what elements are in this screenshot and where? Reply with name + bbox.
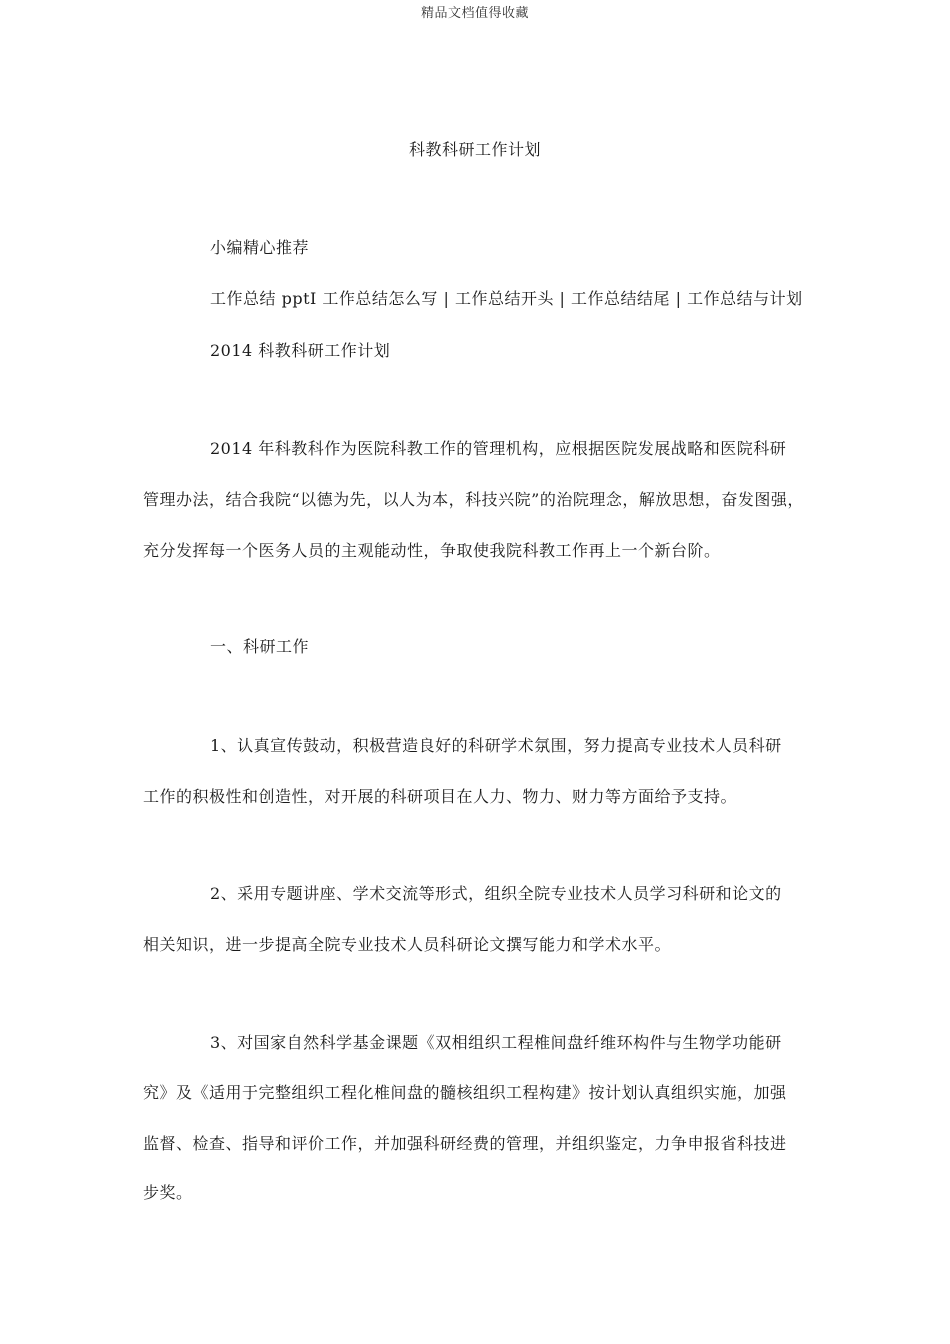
item2-line-2: 相关知识，进一步提高全院专业技术人员科研论文撰写能力和学术水平。 [143,935,672,954]
item2-line-1: 2、采用专题讲座、学术交流等形式，组织全院专业技术人员学习科研和论文的 [210,884,782,903]
item3-line-3: 监督、检查、指导和评价工作，并加强科研经费的管理，并组织鉴定，力争申报省科技进 [143,1134,787,1153]
intro-line-2: 管理办法，结合我院“以德为先，以人为本，科技兴院”的治院理念，解放思想，奋发图强， [143,490,804,509]
item1-line-1: 1、认真宣传鼓动，积极营造良好的科研学术氛围，努力提高专业技术人员科研 [210,736,782,755]
page-header-note: 精品文档值得收藏 [420,6,529,21]
intro-line-3: 充分发挥每一个医务人员的主观能动性，争取使我院科教工作再上一个新台阶。 [143,541,721,560]
item1-line-2: 工作的积极性和创造性，对开展的科研项目在人力、物力、财力等方面给予支持。 [143,787,738,806]
section-heading: 一、科研工作 [210,637,310,656]
intro-line-1: 2014 年科教科作为医院科教工作的管理机构，应根据医院发展战略和医院科研 [210,439,787,458]
document-title: 科教科研工作计划 [408,140,541,159]
related-links[interactable]: 工作总结 pptI 工作总结怎么写 | 工作总结开头 | 工作总结结尾 | 工作总结与计划 [210,289,803,308]
document-subtitle: 2014 科教科研工作计划 [210,341,391,360]
item3-line-2: 究》及《适用于完整组织工程化椎间盘的髓核组织工程构建》按计划认真组织实施，加强 [143,1083,787,1102]
recommend-label: 小编精心推荐 [210,238,310,257]
item3-line-4: 步奖。 [143,1183,193,1202]
item3-line-1: 3、对国家自然科学基金课题《双相组织工程椎间盘纤维环构件与生物学功能研 [210,1033,782,1052]
